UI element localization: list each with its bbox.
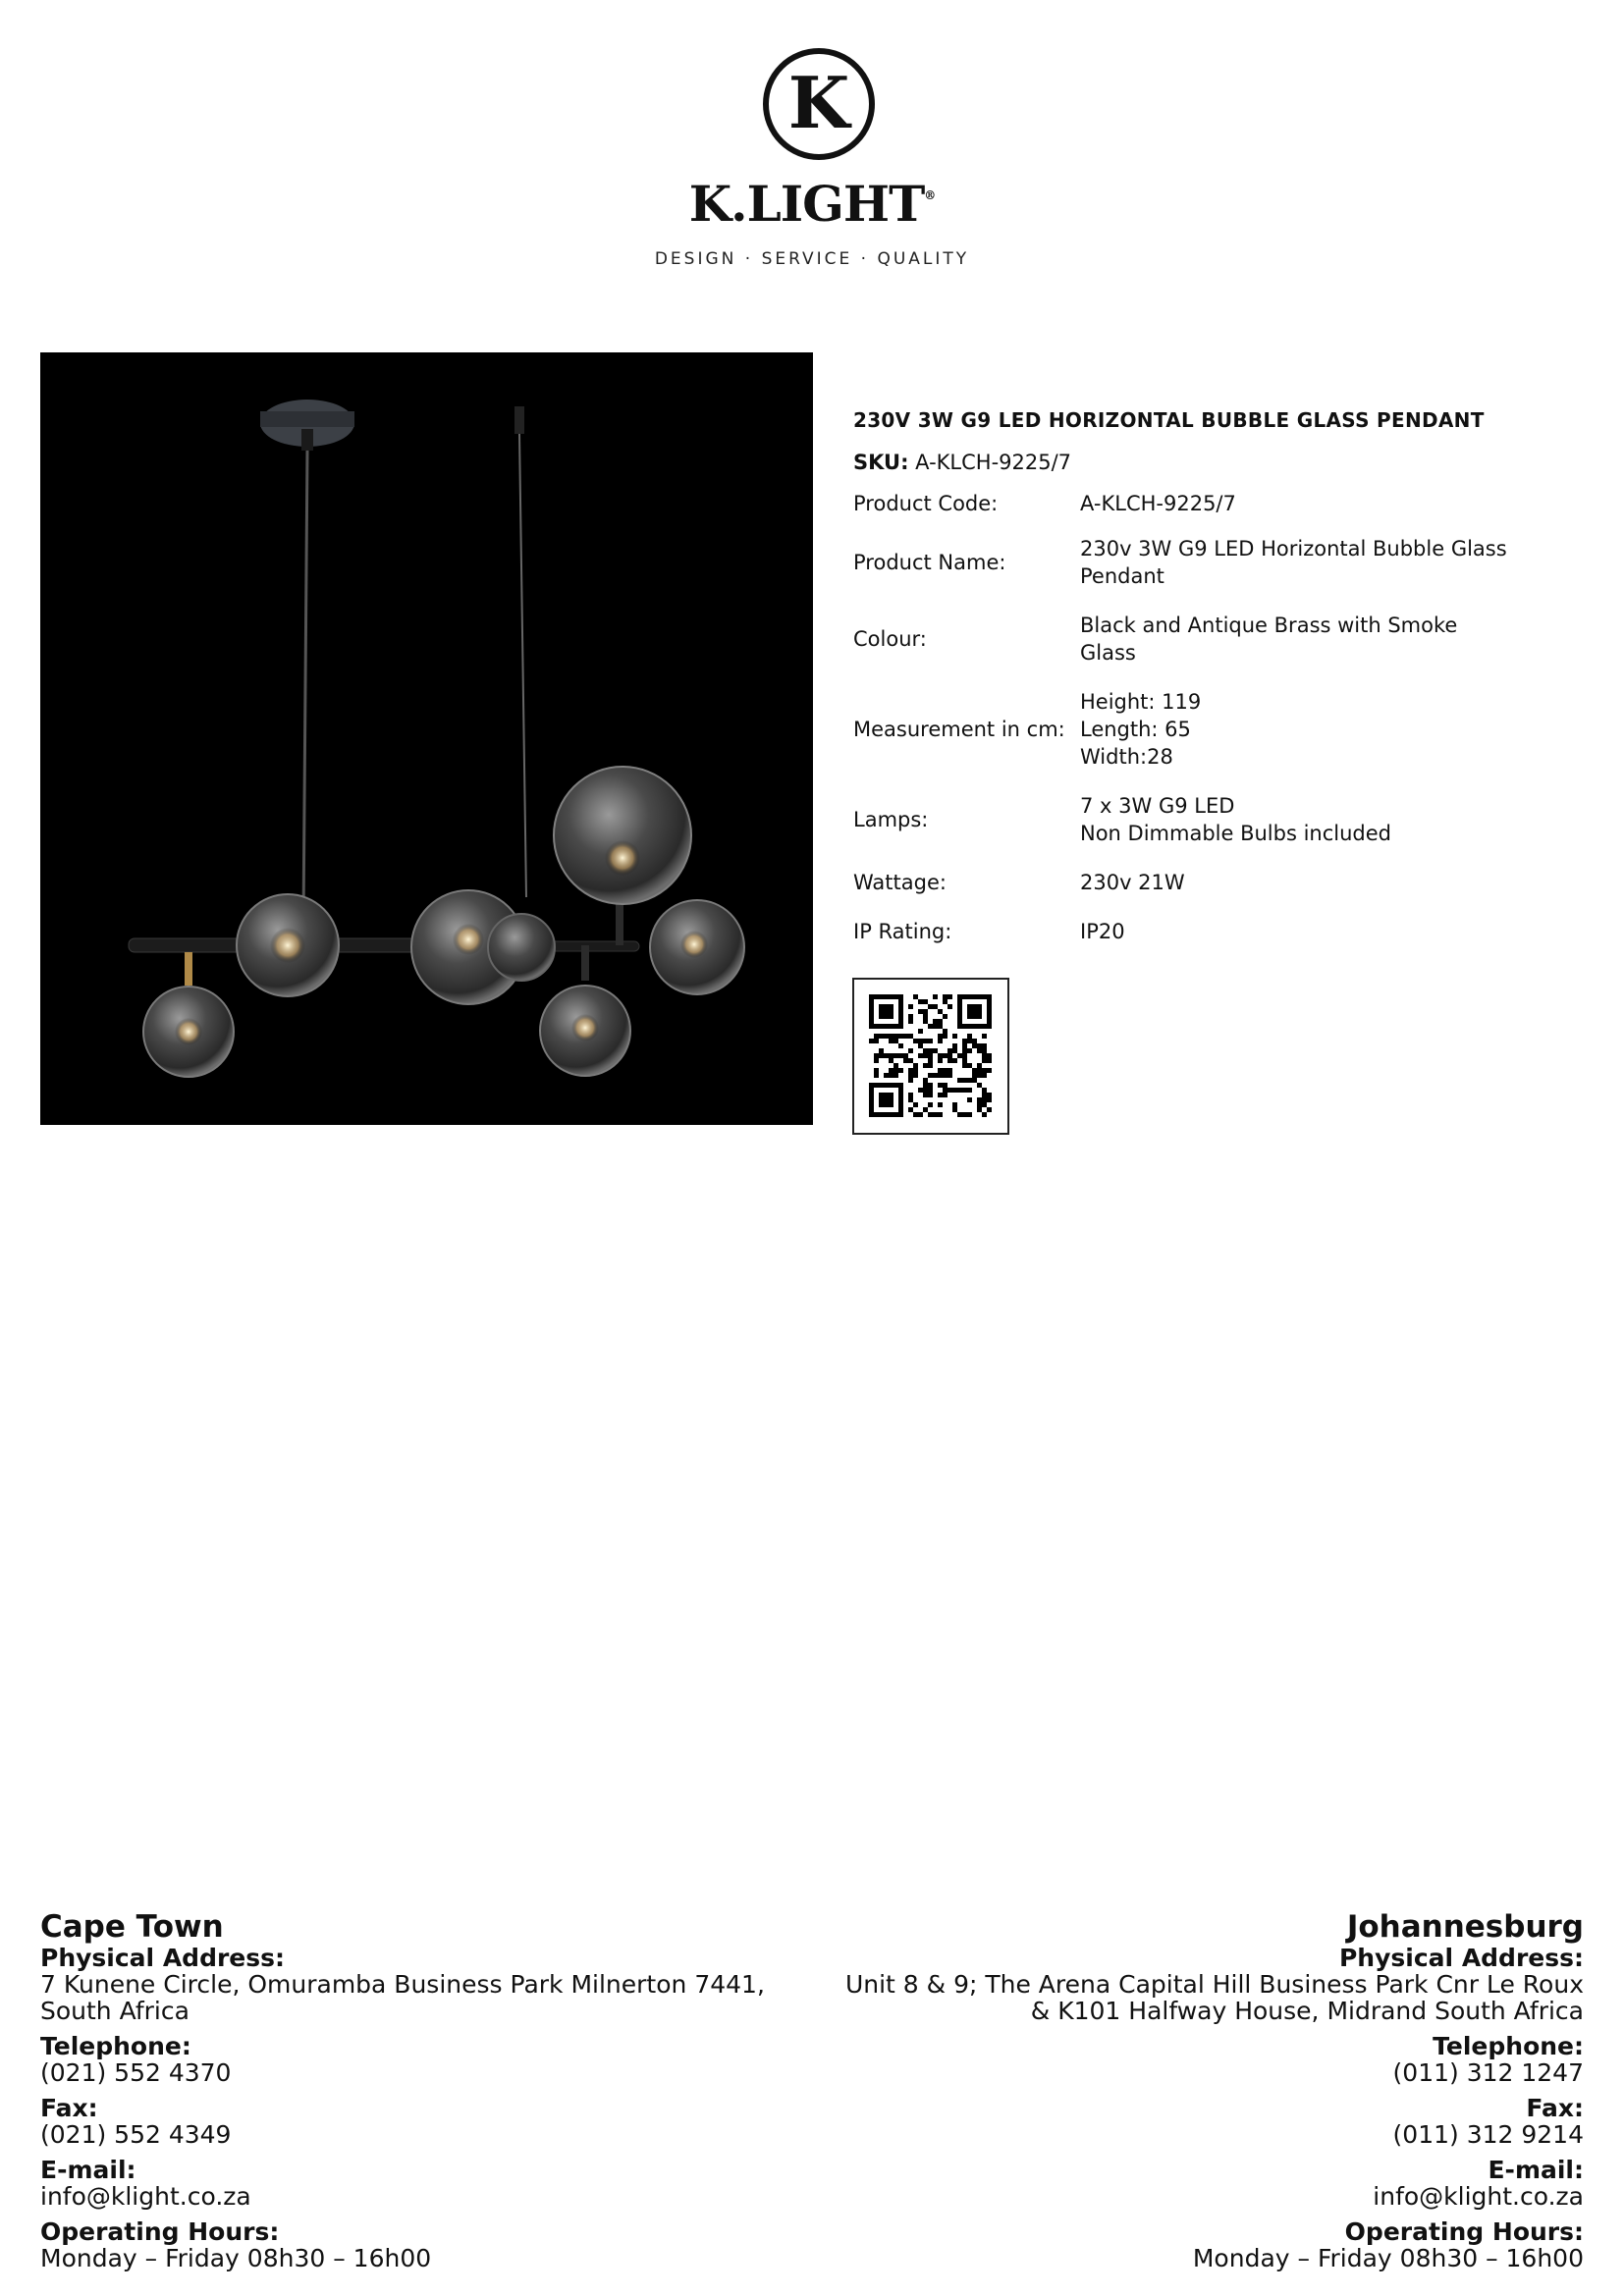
fax-label: Fax: — [1526, 2094, 1584, 2122]
email-value: info@klight.co.za — [40, 2182, 251, 2211]
spec-row — [853, 677, 1542, 781]
telephone-value: (011) 312 1247 — [1392, 2058, 1584, 2087]
spec-row — [853, 781, 1542, 858]
city-name: Cape Town — [40, 1909, 224, 1945]
hours-value: Monday – Friday 08h30 – 16h00 — [1192, 2244, 1584, 2272]
fax-value: (011) 312 9214 — [1392, 2120, 1584, 2149]
hours-label: Operating Hours: — [1344, 2217, 1584, 2246]
telephone-label: Telephone: — [1433, 2032, 1584, 2060]
qr-code-icon — [852, 978, 1009, 1135]
pendant-light-photo — [40, 352, 813, 1125]
johannesburg-contact — [818, 1909, 1584, 2271]
telephone-value: (021) 552 4370 — [40, 2058, 232, 2087]
spec-table — [853, 483, 1542, 956]
email-label: E-mail: — [1488, 2156, 1584, 2184]
spec-row — [853, 524, 1542, 601]
email-label: E-mail: — [40, 2156, 136, 2184]
spec-row — [853, 483, 1542, 524]
fax-label: Fax: — [40, 2094, 98, 2122]
sku-line — [853, 448, 1560, 477]
cape-town-contact — [40, 1909, 806, 2271]
fax-value: (021) 552 4349 — [40, 2120, 232, 2149]
spec-value: Height: 119 Length: 65 Width:28 — [1080, 690, 1202, 769]
brand-name: K.LIGHT® — [688, 175, 936, 233]
product-details — [853, 402, 1560, 956]
sku-label: SKU: — [853, 451, 909, 474]
address-label: Physical Address: — [40, 1944, 286, 1972]
spec-value: IP20 — [1080, 920, 1125, 943]
spec-label: Product Code: — [853, 492, 999, 515]
spec-value: 230v 3W G9 LED Horizontal Bubble Glass Pendant — [1080, 537, 1507, 588]
spec-value: 230v 21W — [1080, 871, 1185, 894]
spec-value: A-KLCH-9225/7 — [1080, 492, 1236, 515]
spec-label: Product Name: — [853, 551, 1006, 574]
product-title: 230V 3W G9 LED HORIZONTAL BUBBLE GLASS PENDANT — [853, 408, 1485, 432]
spec-label: Lamps: — [853, 808, 929, 831]
hours-label: Operating Hours: — [40, 2217, 280, 2246]
brand-logo-icon — [762, 47, 876, 161]
spec-row — [853, 907, 1542, 956]
address-value: Unit 8 & 9; The Arena Capital Hill Business Park Cnr Le Roux & K101 Halfway House, Midrand South Africa — [844, 1970, 1584, 2025]
spec-label: IP Rating: — [853, 920, 952, 943]
spec-value: 7 x 3W G9 LED Non Dimmable Bulbs included — [1080, 794, 1391, 845]
spec-label: Measurement in cm: — [853, 718, 1065, 741]
telephone-label: Telephone: — [40, 2032, 191, 2060]
spec-row — [853, 601, 1542, 677]
city-name: Johannesburg — [1346, 1909, 1584, 1945]
email-value: info@klight.co.za — [1373, 2182, 1584, 2211]
brand-tagline: DESIGN · SERVICE · QUALITY — [654, 249, 970, 269]
sku-value: A-KLCH-9225/7 — [915, 451, 1072, 474]
spec-label: Wattage: — [853, 871, 947, 894]
address-value: 7 Kunene Circle, Omuramba Business Park Milnerton 7441, South Africa — [40, 1970, 765, 2025]
spec-row — [853, 858, 1542, 907]
spec-label: Colour: — [853, 627, 927, 651]
spec-value: Black and Antique Brass with Smoke Glass — [1080, 614, 1458, 665]
logo-letter: K — [787, 61, 850, 144]
hours-value: Monday – Friday 08h30 – 16h00 — [40, 2244, 432, 2272]
address-label: Physical Address: — [1338, 1944, 1584, 1972]
